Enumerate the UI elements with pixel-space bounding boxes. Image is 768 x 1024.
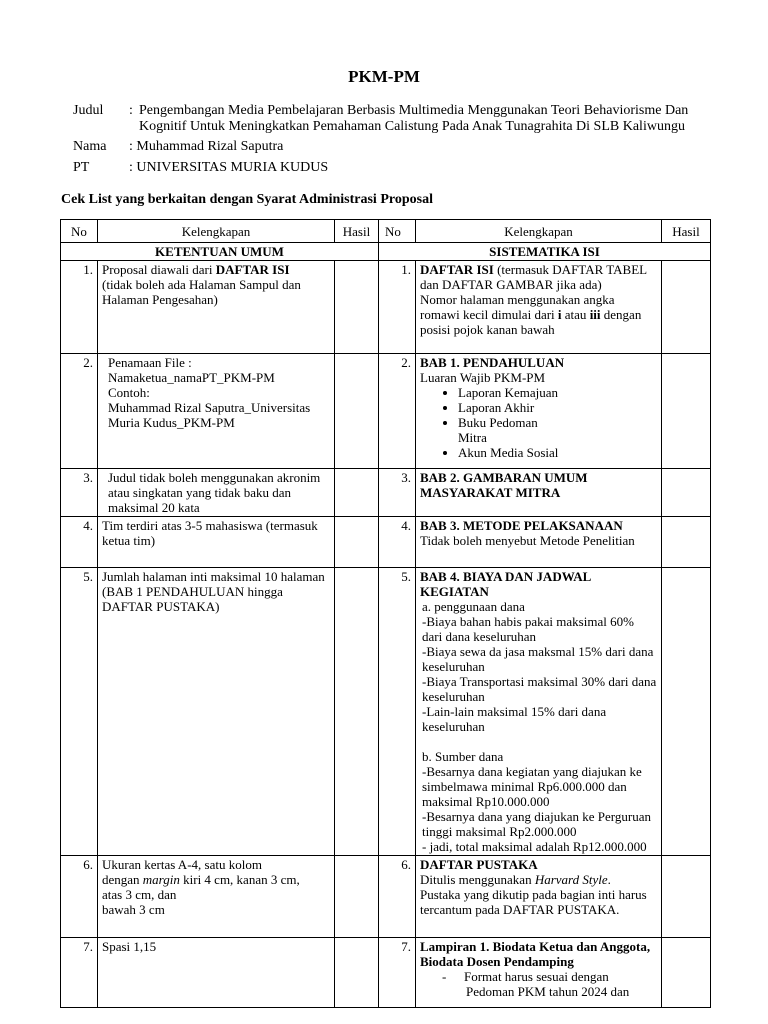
nama-value: : Muhammad Rizal Saputra xyxy=(129,139,284,154)
hasil-cell xyxy=(335,938,379,1008)
header-hasil-left: Hasil xyxy=(335,220,379,243)
meta-judul xyxy=(73,103,713,137)
row-number: 4. xyxy=(379,517,416,568)
hasil-cell xyxy=(662,938,711,1008)
right-item: DAFTAR ISI (termasuk DAFTAR TABEL dan DAFTAR GAMBAR jika ada) Nomor halaman menggunakan angka romawi kecil dimulai dari i atau iii dengan posisi pojok kanan bawah xyxy=(416,261,662,354)
left-item: Jumlah halaman inti maksimal 10 halaman (BAB 1 PENDAHULUAN hingga DAFTAR PUSTAKA) xyxy=(98,568,335,856)
left-item: Proposal diawali dari DAFTAR ISI (tidak boleh ada Halaman Sampul dan Halaman Pengesahan) xyxy=(98,261,335,354)
table-row xyxy=(61,261,711,354)
hasil-cell xyxy=(662,517,711,568)
header-kelengkapan-right: Kelengkapan xyxy=(416,220,662,243)
list-item: • Buku Pedoman Mitra xyxy=(458,415,538,445)
right-item: BAB 2. GAMBARAN UMUM MASYARAKAT MITRA xyxy=(416,469,662,517)
right-item: DAFTAR PUSTAKA Ditulis menggunakan Harvard Style. Pustaka yang dikutip pada bagian inti harus tercantum pada DAFTAR PUSTAKA. xyxy=(416,856,662,938)
left-item: Ukuran kertas A-4, satu kolom dengan margin kiri 4 cm, kanan 3 cm, atas 3 cm, dan bawah 3 cm xyxy=(98,856,335,938)
hasil-cell xyxy=(335,856,379,938)
list-item: • Laporan Kemajuan xyxy=(458,385,657,400)
row-number: 7. xyxy=(61,938,98,1008)
hasil-cell xyxy=(662,568,711,856)
right-item: BAB 3. METODE PELAKSANAAN Tidak boleh menyebut Metode Penelitian xyxy=(416,517,662,568)
row-number: 1. xyxy=(379,261,416,354)
nama-label: Nama xyxy=(73,139,107,154)
row-number: 6. xyxy=(379,856,416,938)
row-number: 2. xyxy=(61,354,98,469)
hasil-cell xyxy=(662,856,711,938)
right-item: BAB 4. BIAYA DAN JADWAL KEGIATAN a. penggunaan dana -Biaya bahan habis pakai maksimal 60% dari dana keseluruhan -Biaya sewa da jasa maksmal 15% dari dana keseluruhan -Biaya Transportasi maksimal 30% dari dana keseluruhan -Lain-lain maksimal 15% dari dana keseluruhan b. Sumber dana -Besarnya dana kegiatan yang diajukan ke simbelmawa minimal Rp6.000.000 dan maksimal Rp10.000.000 -Besarnya dana yang diajukan ke Perguruan tinggi maksimal Rp2.000.000 - jadi, total maksimal adalah Rp12.000.000 xyxy=(416,568,662,856)
judul-label: Judul xyxy=(73,103,104,118)
right-item: BAB 1. PENDAHULUAN Luaran Wajib PKM-PM • Laporan Kemajuan • Laporan Akhir • Buku Pedoman Mitra • Akun Media Sosial xyxy=(416,354,662,469)
row-number: 3. xyxy=(61,469,98,517)
hasil-cell xyxy=(335,568,379,856)
section-ketentuan-umum: KETENTUAN UMUM xyxy=(61,243,379,261)
row-number: 6. xyxy=(61,856,98,938)
table-header-row xyxy=(61,220,711,243)
row-number: 3. xyxy=(379,469,416,517)
left-item: Penamaan File : Namaketua_namaPT_PKM-PM Contoh: Muhammad Rizal Saputra_Universitas Muria Kudus_PKM-PM xyxy=(98,354,335,469)
header-no-right: No xyxy=(379,220,416,243)
section-sistematika-isi: SISTEMATIKA ISI xyxy=(379,243,711,261)
hasil-cell xyxy=(662,469,711,517)
pt-value: : UNIVERSITAS MURIA KUDUS xyxy=(129,160,329,175)
header-no-left: No xyxy=(61,220,98,243)
page-title: PKM-PM xyxy=(348,67,420,86)
table-row xyxy=(61,938,711,1008)
hasil-cell xyxy=(662,354,711,469)
row-number: 7. xyxy=(379,938,416,1008)
hasil-cell xyxy=(335,469,379,517)
hasil-cell xyxy=(335,261,379,354)
left-item: Spasi 1,15 xyxy=(98,938,335,1008)
checklist-table xyxy=(60,219,711,1008)
judul-colon: : xyxy=(129,103,133,118)
table-row xyxy=(61,568,711,856)
section-heading: Cek List yang berkaitan dengan Syarat Administrasi Proposal xyxy=(61,192,433,207)
table-row xyxy=(61,856,711,938)
table-row xyxy=(61,469,711,517)
row-number: 1. xyxy=(61,261,98,354)
row-number: 5. xyxy=(61,568,98,856)
right-item: Lampiran 1. Biodata Ketua dan Anggota, Biodata Dosen Pendamping - Format harus sesuai dengan Pedoman PKM tahun 2024 dan xyxy=(416,938,662,1008)
table-row xyxy=(61,517,711,568)
table-row xyxy=(61,354,711,469)
section-row xyxy=(61,243,711,261)
row-number: 5. xyxy=(379,568,416,856)
hasil-cell xyxy=(662,261,711,354)
left-item: Judul tidak boleh menggunakan akronim atau singkatan yang tidak baku dan maksimal 20 kata xyxy=(98,469,335,517)
hasil-cell xyxy=(335,517,379,568)
hasil-cell xyxy=(335,354,379,469)
pt-label: PT xyxy=(73,160,90,175)
luaran-list xyxy=(420,385,657,460)
row-number: 4. xyxy=(61,517,98,568)
left-item: Tim terdiri atas 3-5 mahasiswa (termasuk ketua tim) xyxy=(98,517,335,568)
header-hasil-right: Hasil xyxy=(662,220,711,243)
judul-value: Pengembangan Media Pembelajaran Berbasis Multimedia Menggunakan Teori Behaviorisme Dan Kognitif Untuk Meningkatkan Pemahaman Calistung Pada Anak Tunagrahita Di SLB Kaliwungu xyxy=(139,103,689,134)
list-item: • Akun Media Sosial xyxy=(458,445,657,460)
list-item: • Laporan Akhir xyxy=(458,400,657,415)
row-number: 2. xyxy=(379,354,416,469)
header-kelengkapan-left: Kelengkapan xyxy=(98,220,335,243)
